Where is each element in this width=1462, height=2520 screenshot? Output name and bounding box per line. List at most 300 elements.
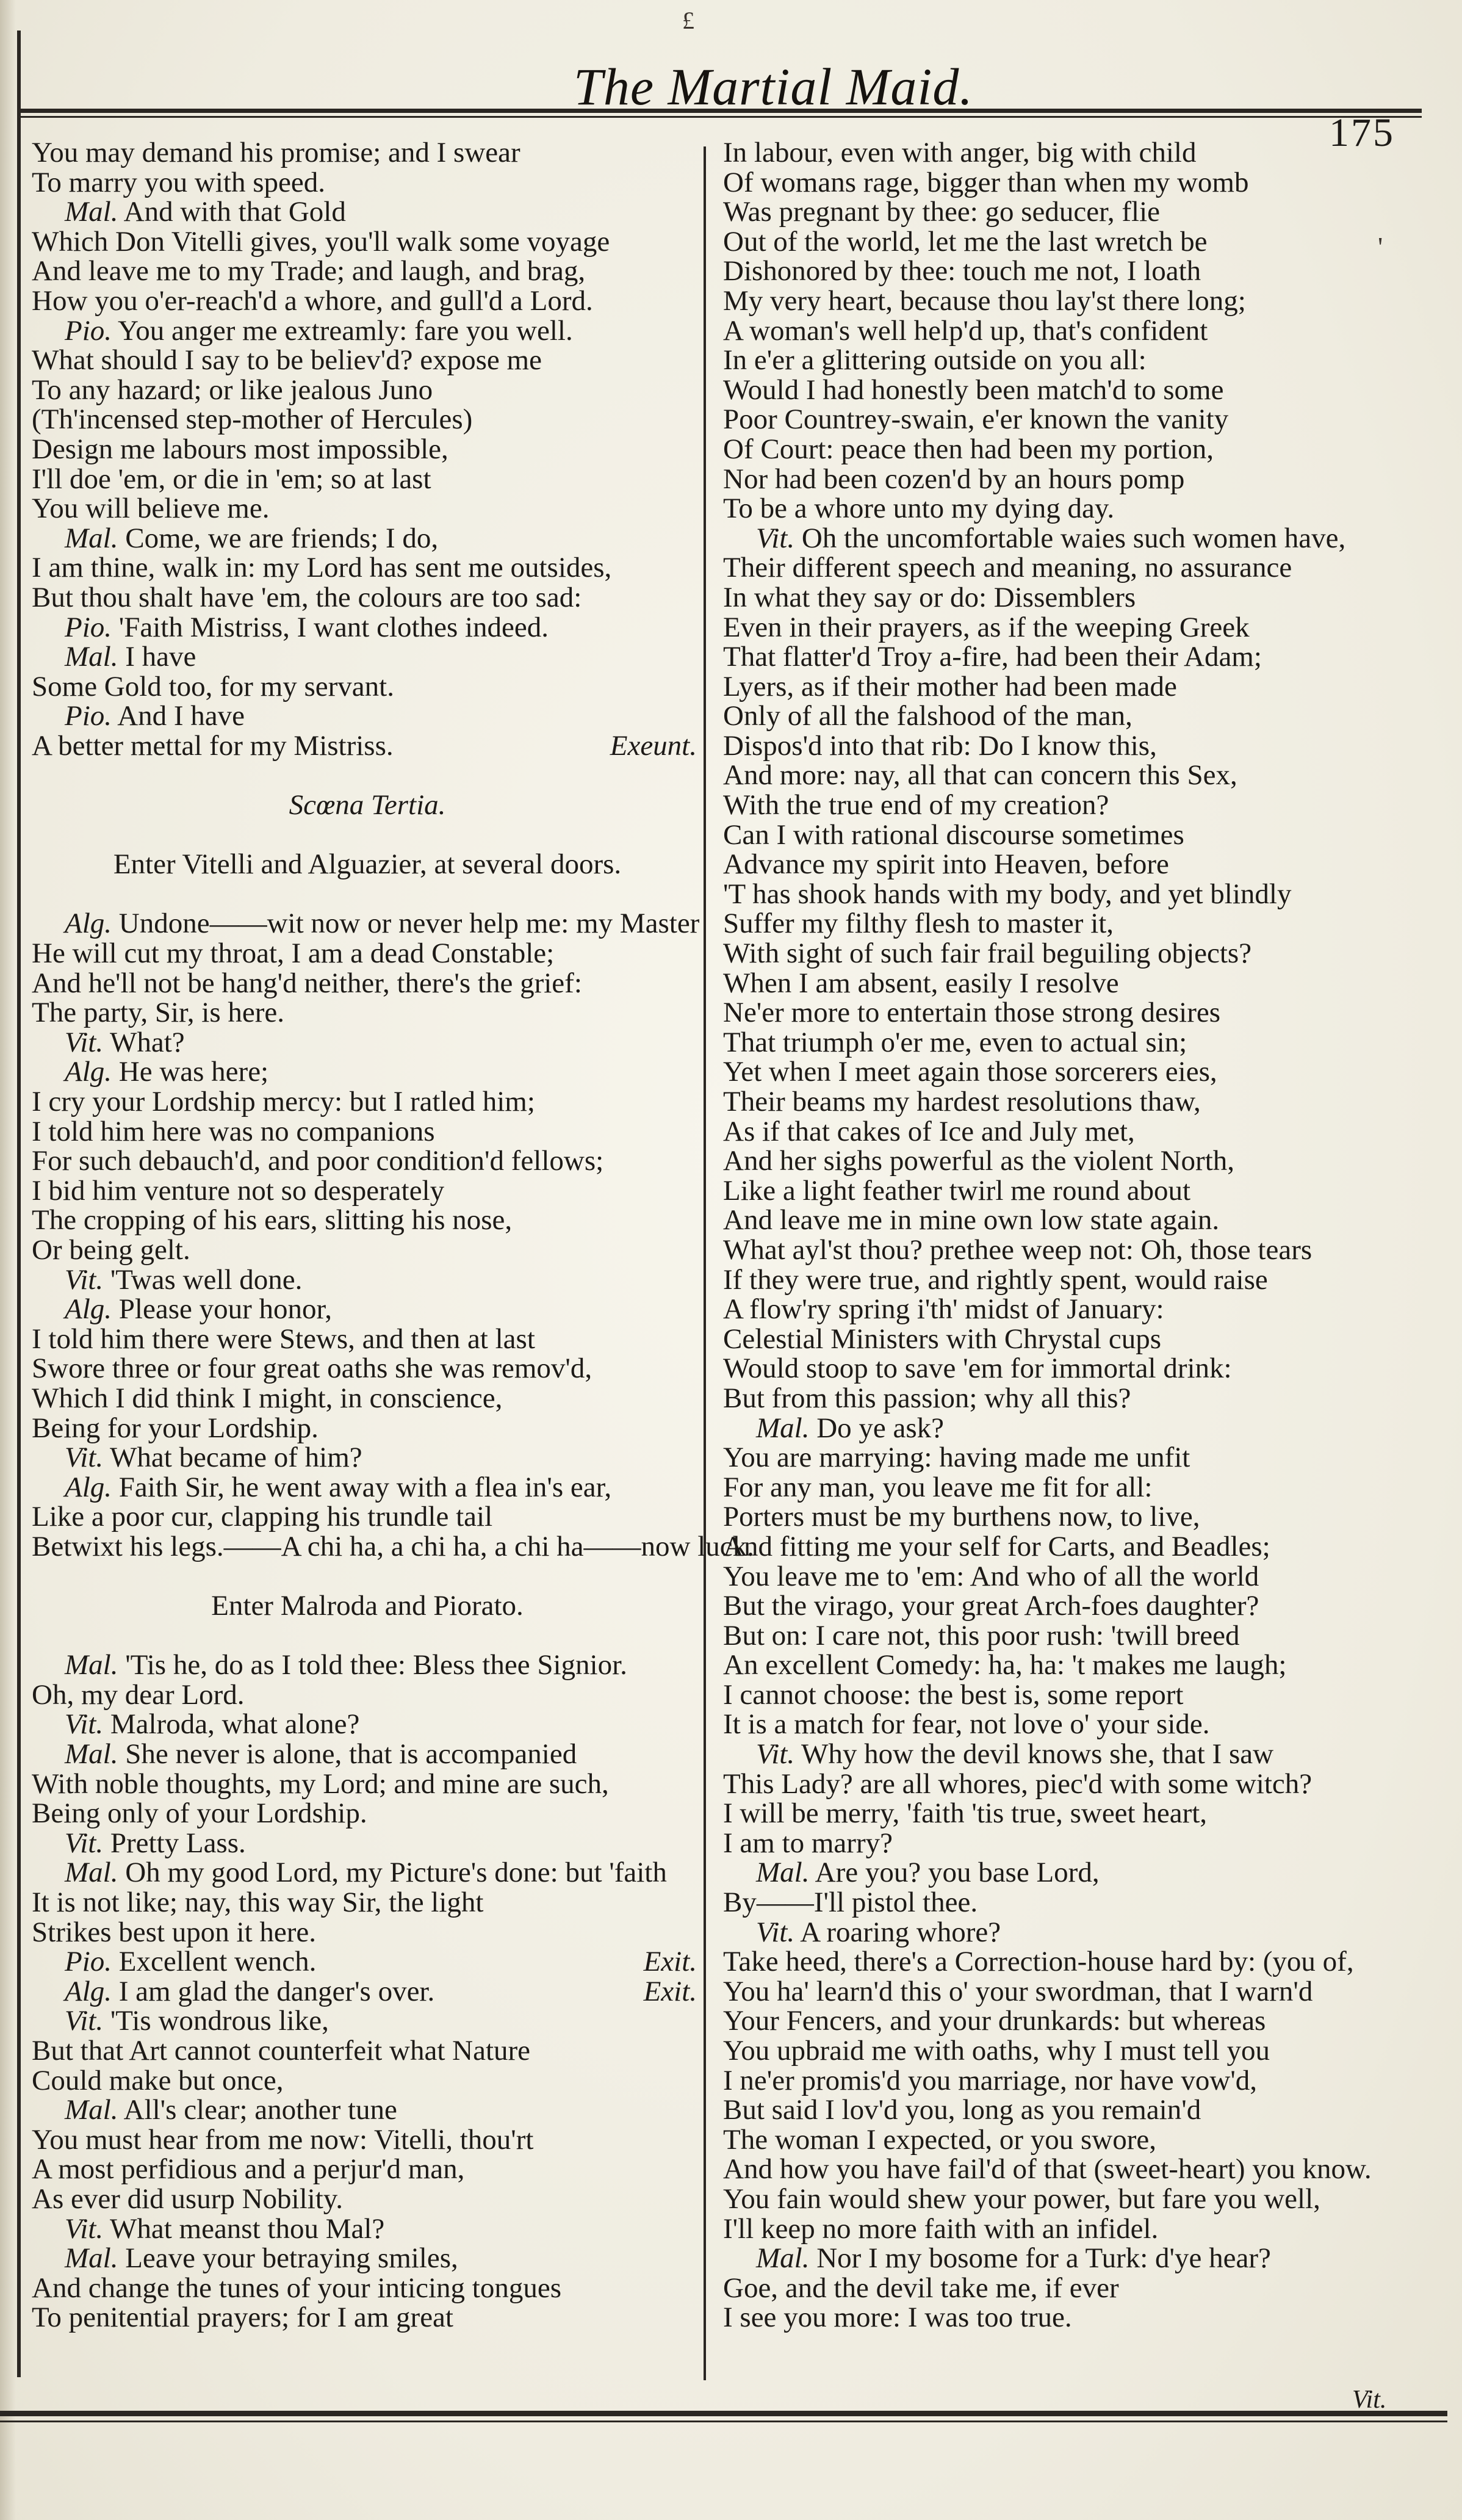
line-text: I'll keep no more faith with an infidel.: [723, 2212, 1159, 2245]
text-line: [32, 1057, 703, 1087]
line-text: 'Twas well done.: [103, 1263, 303, 1296]
speaker-name: Mal.: [756, 1412, 810, 1444]
text-line: [723, 1354, 1422, 1384]
line-text: And leave me to my Trade; and laugh, and brag,: [32, 255, 586, 287]
top-mark: £: [682, 7, 694, 34]
text-line: [32, 1324, 703, 1354]
text-line: [32, 553, 703, 583]
text-line: [723, 286, 1422, 316]
speaker-name: Pio.: [65, 314, 112, 347]
text-line: [32, 642, 703, 672]
text-line: [723, 850, 1422, 879]
text-line: [723, 2095, 1422, 2125]
line-text: What should I say to be believ'd? expose me: [32, 344, 542, 377]
line-text: Oh the uncomfortable waies such women have,: [794, 522, 1346, 554]
line-text: Dispos'd into that rib: Do I know this,: [723, 729, 1157, 762]
text-line: [32, 2273, 703, 2303]
speaker-name: Mal.: [65, 196, 118, 228]
text-line: [32, 1621, 703, 1651]
line-text: Betwixt his legs.——A chi ha, a chi ha, a chi ha——now luck.: [32, 1530, 754, 1562]
line-text: Leave your betraying smiles,: [118, 2242, 458, 2275]
line-text: Porters must be my burthens now, to live,: [723, 1501, 1200, 1533]
line-text: The party, Sir, is here.: [32, 997, 285, 1029]
text-line: [32, 1354, 703, 1384]
line-text: And more: nay, all that can concern this Sex,: [723, 759, 1237, 792]
text-line: [32, 1473, 703, 1503]
text-line: [32, 435, 703, 464]
line-text: Even in their prayers, as if the weeping Greek: [723, 611, 1250, 643]
text-line: [723, 1739, 1422, 1769]
header-rule-thin: [17, 116, 1422, 118]
footer-rule-thin: [0, 2421, 1447, 2422]
speaker-name: Vit.: [65, 1827, 104, 1859]
line-text: Goe, and the devil take me, if ever: [723, 2272, 1119, 2304]
line-text: To marry you with speed.: [32, 166, 325, 198]
text-line: [32, 1739, 703, 1769]
line-text: I cannot choose: the best is, some report: [723, 1678, 1184, 1711]
line-text: With noble thoughts, my Lord; and mine are such,: [32, 1767, 609, 1800]
line-text: A most perfidious and a perjur'd man,: [32, 2153, 465, 2186]
text-line: [723, 1947, 1422, 1977]
line-text: To penitential prayers; for I am great: [32, 2302, 453, 2334]
text-line: [32, 1384, 703, 1413]
line-text: Enter Malroda and Piorato.: [211, 1590, 524, 1622]
text-line: [32, 1769, 703, 1799]
line-text: 'Tis wondrous like,: [103, 2005, 329, 2037]
line-text: The cropping of his ears, slitting his nose,: [32, 1204, 513, 1237]
line-text: It is a match for fear, not love o' your side.: [723, 1708, 1210, 1741]
text-line: [723, 227, 1422, 257]
line-text: Take heed, there's a Correction-house hard by: (you of,: [723, 1946, 1354, 1978]
column-divider: [704, 146, 706, 2380]
text-line: [32, 1680, 703, 1710]
text-line: [32, 1502, 703, 1532]
text-line: [32, 2154, 703, 2184]
page-edge-shadow: [0, 0, 16, 2520]
line-text: Being only of your Lordship.: [32, 1797, 367, 1830]
line-text: How you o'er-reach'd a whore, and gull'd a Lord.: [32, 284, 593, 317]
line-text: Dishonored by thee: touch me not, I loath: [723, 255, 1201, 287]
line-text: In e'er a glittering outside on you all:: [723, 344, 1147, 377]
text-line: [723, 1176, 1422, 1206]
text-line: [723, 1205, 1422, 1235]
line-text: To be a whore unto my dying day.: [723, 493, 1115, 525]
line-text: As ever did usurp Nobility.: [32, 2182, 343, 2215]
text-line: [723, 1532, 1422, 1562]
line-text: If they were true, and rightly spent, would raise: [723, 1263, 1268, 1296]
speaker-name: Vit.: [65, 2005, 104, 2037]
line-text: What became of him?: [103, 1442, 362, 1474]
text-line: [723, 1265, 1422, 1295]
text-line: [32, 672, 703, 702]
speaker-name: Vit.: [756, 1738, 795, 1771]
text-line: [723, 879, 1422, 909]
text-line: [723, 2184, 1422, 2214]
text-line: [723, 1621, 1422, 1651]
text-line: [32, 227, 703, 257]
line-text: That triumph o'er me, even to actual sin;: [723, 1026, 1187, 1058]
line-text: You upbraid me with oaths, why I must tell you: [723, 2035, 1270, 2067]
line-text: Ne'er more to entertain those strong desires: [723, 997, 1221, 1029]
text-line: [32, 1146, 703, 1176]
text-line: [723, 2303, 1422, 2333]
line-text: Come, we are friends; I do,: [118, 522, 439, 554]
catchword: Vit.: [1352, 2386, 1387, 2414]
line-text: You anger me extreamly: fare you well.: [112, 314, 573, 347]
line-text: Oh my good Lord, my Picture's done: but 'faith: [118, 1857, 667, 1889]
text-line: [32, 2066, 703, 2096]
speaker-name: Alg.: [65, 908, 112, 940]
text-line: [32, 1413, 703, 1443]
text-line: [723, 1799, 1422, 1829]
text-line: [723, 168, 1422, 198]
text-line: [32, 1650, 703, 1680]
left-border-rule: [17, 31, 21, 2377]
line-text: I will be merry, 'faith 'tis true, sweet heart,: [723, 1797, 1208, 1830]
text-line: [32, 583, 703, 613]
text-line: [32, 1028, 703, 1058]
line-text: To any hazard; or like jealous Juno: [32, 374, 433, 406]
line-text: Swore three or four great oaths she was remov'd,: [32, 1352, 592, 1385]
footer-rule: [0, 2411, 1447, 2416]
line-text: You leave me to 'em: And who of all the world: [723, 1560, 1259, 1592]
line-text: A roaring whore?: [794, 1916, 1001, 1948]
speaker-name: Mal.: [65, 2242, 118, 2275]
left-text-column: [32, 137, 754, 2334]
line-text: Was pregnant by thee: go seducer, flie: [723, 196, 1161, 228]
text-line: [723, 2273, 1422, 2303]
line-text: I am to marry?: [723, 1827, 893, 1859]
line-text: You must hear from me now: Vitelli, thou'rt: [32, 2123, 534, 2156]
line-text: Yet when I meet again those sorcerers eies,: [723, 1056, 1217, 1088]
text-line: [32, 1294, 703, 1324]
line-text: Which Don Vitelli gives, you'll walk some voyage: [32, 225, 610, 258]
speaker-name: Mal.: [756, 2242, 810, 2275]
line-text: Which I did think I might, in conscience,: [32, 1382, 503, 1414]
text-line: [723, 2006, 1422, 2036]
line-text: Like a light feather twirl me round about: [723, 1174, 1191, 1207]
speaker-name: Vit.: [756, 1916, 795, 1948]
line-text: Of womans rage, bigger than when my womb: [723, 166, 1249, 198]
line-text: Celestial Ministers with Chrystal cups: [723, 1323, 1161, 1355]
line-text: Or being gelt.: [32, 1233, 190, 1266]
text-line: [32, 1888, 703, 1918]
text-line: [32, 1947, 703, 1977]
text-line: [32, 1235, 703, 1265]
text-line: [723, 316, 1422, 346]
text-line: [32, 909, 703, 939]
line-text: Only of all the falshood of the man,: [723, 700, 1133, 732]
line-text: Being for your Lordship.: [32, 1412, 319, 1444]
text-line: [32, 731, 703, 761]
text-line: [32, 850, 703, 879]
line-text: Undone——wit now or never help me: my Master: [112, 908, 700, 940]
text-line: [723, 2036, 1422, 2066]
text-line: [32, 1205, 703, 1235]
text-line: [723, 345, 1422, 375]
text-line: [32, 1117, 703, 1147]
line-text: What?: [103, 1026, 185, 1058]
text-line: [723, 1028, 1422, 1058]
line-text: Oh, my dear Lord.: [32, 1678, 245, 1711]
speaker-name: Pio.: [65, 700, 112, 732]
line-text: Why how the devil knows she, that I saw: [794, 1738, 1274, 1771]
line-text: The woman I expected, or you swore,: [723, 2123, 1156, 2156]
text-line: [723, 1384, 1422, 1413]
text-line: [32, 1591, 703, 1621]
speaker-name: Mal.: [65, 641, 118, 673]
text-line: [723, 939, 1422, 969]
stage-exit: Exeunt.: [610, 729, 697, 762]
line-text: What meanst thou Mal?: [103, 2212, 385, 2245]
line-text: I bid him venture not so desperately: [32, 1174, 445, 1207]
line-text: In labour, even with anger, big with child: [723, 137, 1197, 168]
text-line: [32, 1977, 703, 2007]
text-line: [723, 672, 1422, 702]
line-text: You ha' learn'd this o' your swordman, that I warn'd: [723, 1975, 1313, 2007]
text-line: [32, 345, 703, 375]
line-text: A flow'ry spring i'th' midst of January:: [723, 1293, 1164, 1326]
text-line: [723, 1680, 1422, 1710]
speaker-name: Vit.: [65, 1442, 104, 1474]
text-line: [723, 405, 1422, 435]
line-text: Your Fencers, and your drunkards: but whereas: [723, 2005, 1266, 2037]
text-line: [723, 2066, 1422, 2096]
line-text: You fain would shew your power, but fare you well,: [723, 2182, 1320, 2215]
line-text: Scœna Tertia.: [289, 789, 446, 821]
text-line: [723, 1473, 1422, 1503]
text-line: [32, 494, 703, 524]
text-line: [32, 2095, 703, 2125]
text-line: [723, 1591, 1422, 1621]
line-text: My very heart, because thou lay'st there long;: [723, 284, 1246, 317]
line-text: I cry your Lordship mercy: but I ratled him;: [32, 1086, 535, 1117]
text-line: [723, 1146, 1422, 1176]
line-text: But said I lov'd you, long as you remain'd: [723, 2094, 1201, 2126]
text-line: [723, 2154, 1422, 2184]
text-line: [723, 1443, 1422, 1473]
line-text: An excellent Comedy: ha, ha: 't makes me laugh;: [723, 1649, 1287, 1681]
line-text: I see you more: I was too true.: [723, 2302, 1072, 2334]
text-line: [32, 1176, 703, 1206]
text-line: [32, 286, 703, 316]
text-line: [32, 138, 703, 168]
line-text: Strikes best upon it here.: [32, 1916, 317, 1948]
line-text: And I have: [112, 700, 245, 732]
text-line: [32, 998, 703, 1028]
speaker-name: Mal.: [65, 1857, 118, 1889]
line-text: I told him here was no companions: [32, 1115, 435, 1147]
line-text: Suffer my filthy flesh to master it,: [723, 908, 1114, 940]
text-line: [723, 138, 1422, 168]
text-line: [723, 1087, 1422, 1117]
text-line: [32, 969, 703, 998]
line-text: 'Tis he, do as I told thee: Bless thee Signior.: [118, 1649, 627, 1681]
text-line: [723, 1858, 1422, 1888]
line-text: As if that cakes of Ice and July met,: [723, 1115, 1135, 1147]
text-line: [723, 494, 1422, 524]
text-line: [32, 1799, 703, 1829]
line-text: I'll doe 'em, or die in 'em; so at last: [32, 463, 431, 495]
speaker-name: Alg.: [65, 1975, 112, 2007]
text-line: [723, 2125, 1422, 2155]
line-text: You are marrying: having made me unfit: [723, 1442, 1190, 1474]
line-text: And her sighs powerful as the violent North,: [723, 1145, 1235, 1177]
text-line: [723, 2244, 1422, 2273]
line-text: Nor I my bosome for a Turk: d'ye hear?: [809, 2242, 1271, 2275]
text-line: [32, 613, 703, 643]
text-line: [723, 1829, 1422, 1858]
speaker-name: Mal.: [65, 2094, 118, 2126]
line-text: And he'll not be hang'd neither, there's the grief:: [32, 967, 582, 999]
text-line: [32, 1530, 754, 1562]
line-text: But on: I care not, this poor rush: 'twill breed: [723, 1619, 1240, 1652]
line-text: 'T has shook hands with my body, and yet blindly: [723, 878, 1292, 910]
text-line: [32, 256, 703, 286]
line-text: And leave me in mine own low state again.: [723, 1204, 1220, 1237]
text-line: [32, 790, 703, 820]
text-line: [32, 2214, 703, 2244]
line-text: I have: [118, 641, 196, 673]
text-line: [723, 2214, 1422, 2244]
text-line: [32, 760, 703, 790]
speaker-name: Pio.: [65, 1946, 112, 1978]
text-line: [32, 375, 703, 405]
line-text: For such debauch'd, and poor condition'd fellows;: [32, 1145, 604, 1177]
text-line: [32, 197, 703, 227]
line-text: Nor had been cozen'd by an hours pomp: [723, 463, 1185, 495]
line-text: Would I had honestly been match'd to some: [723, 374, 1224, 406]
line-text: Are you? you base Lord,: [809, 1857, 1100, 1889]
line-text: With the true end of my creation?: [723, 789, 1109, 821]
text-line: [723, 1650, 1422, 1680]
speaker-name: Mal.: [65, 1649, 118, 1681]
speaker-name: Vit.: [65, 1026, 104, 1058]
line-text: (Th'incensed step-mother of Hercules): [32, 403, 473, 436]
text-line: [723, 464, 1422, 494]
line-text: It is not like; nay, this way Sir, the light: [32, 1886, 484, 1919]
line-text: Do ye ask?: [809, 1412, 945, 1444]
text-line: [723, 256, 1422, 286]
line-text: Advance my spirit into Heaven, before: [723, 848, 1169, 881]
text-line: [723, 435, 1422, 464]
running-title: The Martial Maid.: [574, 57, 973, 116]
right-text-column: [723, 138, 1422, 2333]
stage-exit: Exit.: [643, 1946, 697, 1978]
text-line: [32, 820, 703, 850]
text-line: [723, 820, 1422, 850]
line-text: Would stoop to save 'em for immortal drink:: [723, 1352, 1232, 1385]
line-text: But from this passion; why all this?: [723, 1382, 1131, 1414]
text-line: [32, 1858, 703, 1888]
text-line: [32, 1829, 703, 1858]
line-text: And fitting me your self for Carts, and Beadles;: [723, 1530, 1270, 1562]
text-line: [723, 1057, 1422, 1087]
text-line: [723, 1709, 1422, 1739]
line-text: Poor Countrey-swain, e'er known the vanity: [723, 403, 1229, 436]
text-line: [723, 1324, 1422, 1354]
line-text: Like a poor cur, clapping his trundle tail: [32, 1501, 493, 1533]
text-line: [32, 1265, 703, 1295]
text-line: [723, 613, 1422, 643]
speaker-name: Vit.: [65, 2212, 104, 2245]
line-text: You may demand his promise; and I swear: [32, 137, 520, 168]
line-text: But the virago, your great Arch-foes daughter?: [723, 1590, 1259, 1622]
text-line: [723, 790, 1422, 820]
text-line: [723, 1769, 1422, 1799]
text-line: [32, 1709, 703, 1739]
text-line: [723, 197, 1422, 227]
line-text: He will cut my throat, I am a dead Constable;: [32, 937, 555, 970]
text-line: [32, 2184, 703, 2214]
speaker-name: Mal.: [756, 1857, 810, 1889]
text-line: [32, 1918, 703, 1948]
text-line: [32, 2125, 703, 2155]
header-rule: [17, 109, 1422, 113]
line-text: Enter Vitelli and Alguazier, at several doors.: [113, 848, 622, 881]
line-text: A better mettal for my Mistriss.: [32, 729, 394, 762]
text-line: [32, 701, 703, 731]
speaker-name: Alg.: [65, 1293, 112, 1326]
line-text: Their beams my hardest resolutions thaw,: [723, 1086, 1201, 1117]
line-text: With sight of such fair frail beguiling objects?: [723, 937, 1252, 970]
text-line: [32, 2006, 703, 2036]
text-line: [723, 701, 1422, 731]
line-text: Can I with rational discourse sometimes: [723, 818, 1184, 851]
text-line: [723, 1413, 1422, 1443]
line-text: All's clear; another tune: [118, 2094, 397, 2126]
line-text: For any man, you leave me fit for all:: [723, 1471, 1153, 1503]
text-line: [723, 909, 1422, 939]
line-text: She never is alone, that is accompanied: [118, 1738, 577, 1771]
text-line: [32, 2303, 703, 2333]
line-text: That flatter'd Troy a-fire, had been their Adam;: [723, 641, 1262, 673]
text-line: [32, 316, 703, 346]
text-line: [32, 2036, 703, 2066]
text-line: [32, 939, 703, 969]
page-number: 175: [1329, 110, 1395, 155]
line-text: And change the tunes of your inticing tongues: [32, 2272, 562, 2304]
text-line: [723, 1977, 1422, 2007]
text-line: [723, 969, 1422, 998]
line-text: He was here;: [112, 1056, 269, 1088]
line-text: Some Gold too, for my servant.: [32, 670, 394, 702]
line-text: Pretty Lass.: [103, 1827, 246, 1859]
speaker-name: Mal.: [65, 522, 118, 554]
line-text: I am glad the danger's over.: [112, 1975, 435, 2007]
text-line: [723, 998, 1422, 1028]
line-text: I am thine, walk in: my Lord has sent me outsides,: [32, 552, 612, 584]
line-text: Faith Sir, he went away with a flea in's ear,: [112, 1471, 612, 1503]
line-text: Malroda, what alone?: [103, 1708, 360, 1741]
line-text: Please your honor,: [112, 1293, 333, 1326]
text-line: [723, 1888, 1422, 1918]
speaker-name: Pio.: [65, 611, 112, 643]
line-text: I ne'er promis'd you marriage, nor have vow'd,: [723, 2064, 1258, 2096]
text-line: [723, 524, 1422, 554]
line-text: What ayl'st thou? prethee weep not: Oh, those tears: [723, 1233, 1313, 1266]
line-text: When I am absent, easily I resolve: [723, 967, 1119, 999]
text-line: [723, 1294, 1422, 1324]
line-text: But thou shalt have 'em, the colours are too sad:: [32, 581, 582, 613]
text-line: [723, 642, 1422, 672]
text-line: [32, 464, 703, 494]
line-text: But that Art cannot counterfeit what Nature: [32, 2035, 531, 2067]
line-text: Their different speech and meaning, no assurance: [723, 552, 1292, 584]
text-line: [723, 1918, 1422, 1948]
text-line: [723, 583, 1422, 613]
line-text: I told him there were Stews, and then at last: [32, 1323, 535, 1355]
